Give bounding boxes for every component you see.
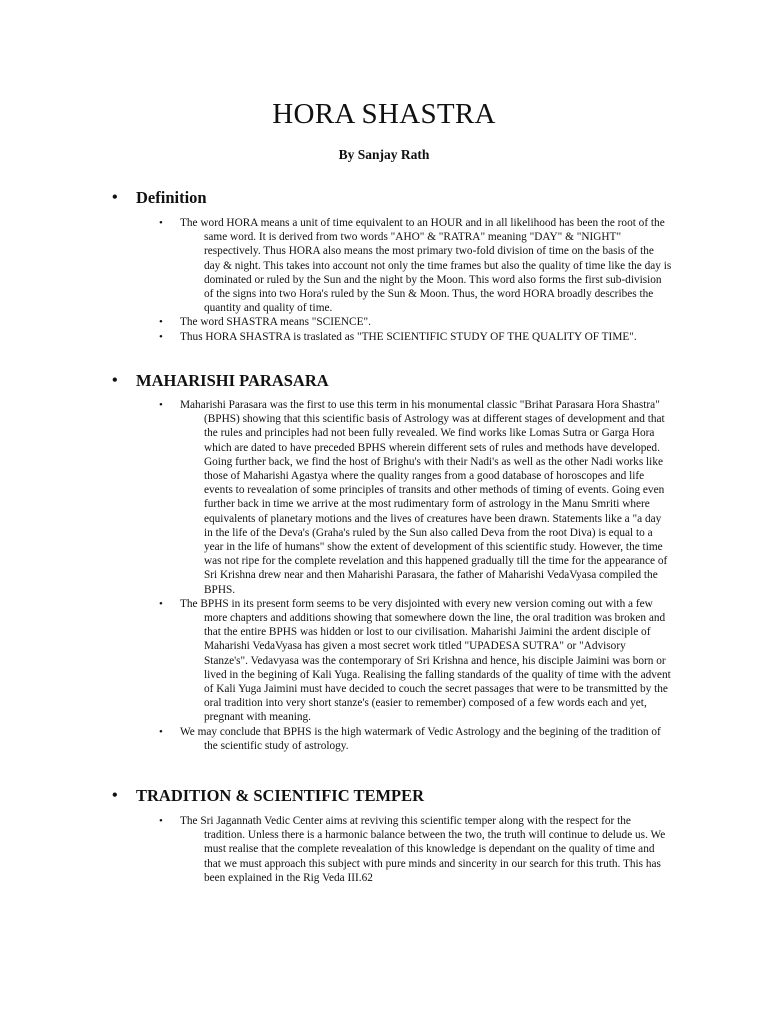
list-item xyxy=(112,398,672,597)
list-item-text: Thus HORA SHASTRA is traslated as "THE SCIENTIFIC STUDY OF THE QUALITY OF TIME". xyxy=(180,330,637,343)
list-item xyxy=(112,330,672,344)
bullet-icon: • xyxy=(159,330,163,343)
author-byline: By Sanjay Rath xyxy=(338,147,430,162)
page-title: HORA SHASTRA xyxy=(272,98,496,130)
bullet-icon: • xyxy=(159,725,163,738)
section-tradition-scientific-temper xyxy=(112,786,672,885)
bullet-icon: • xyxy=(159,316,163,329)
list-item-text: Maharishi Parasara was the first to use this term in his monumental classic "Brihat Parasara Hora Shastra" (BPHS) showing that this scientific basis of Astrology was at different stages of development and that the rules and principles had not been fully revealed. We find works like Lomas Sutra or Garga Hora which are dated to have preceded BPHS wherein different sets of rules and methods have developed. Going further back, we find the host of Brighu's with their Nadi's as well as the other Nadi works like those of Maharishi Agastya where the quality ranges from a good database of horoscopes and life events to revealation of some principles of transits and other methods of timing of events. Going even further back in time we arrive at the most rudimentary form of astrology in the Manu Smriti where equivalents of planetary motions and the lives of creatures have been drawn. Statements like a "a day in the life of the Deva's (Graha's ruled by the Sun also called Deva from the root Diva) is equal to a year in the life of humans" show the extent of development of this scientific study. However, the time was not ripe for the complete revelation and this happened gradually till the time for the appearance of Sri Krishna drew near and then Maharishi Parasara, the father of Maharishi VedaVyasa compiled the BPHS. xyxy=(180,399,668,596)
section-definition xyxy=(112,188,672,344)
section-maharishi-parasara xyxy=(112,371,672,753)
list-item-text: The word SHASTRA means "SCIENCE". xyxy=(180,316,371,329)
list-item-text: The word HORA means a unit of time equivalent to an HOUR and in all likelihood has been the root of the same word. It is derived from two words "AHO" & "RATRA" meaning "DAY" & "NIGHT" respectively. Thus HORA also means the most primary two-fold division of time on the basis of the day & night. This takes into account not only the time frames but also the quality of time like the day is dominated or ruled by the Sun and the night by the Moon. This word also forms the first sub-division of the signs into two Hora's ruled by the Sun & Moon. Thus, the word HORA broadly describes the quantity and quality of time. xyxy=(180,217,672,315)
bullet-icon: • xyxy=(159,815,163,827)
list-item-text: The Sri Jagannath Vedic Center aims at reviving this scientific temper along with the respect for the tradition. Unless there is a harmonic balance between the two, the truth will continue to delude us. We must realise that the complete revealation of this knowledge is dependant on the quality of time and that we must approach this subject with pure minds and sincerity in our search for this truth. This has been explained in the Rig Veda III.62 xyxy=(180,815,666,884)
bullet-list xyxy=(112,814,672,885)
section-heading xyxy=(112,188,672,208)
list-item xyxy=(112,814,672,885)
section-heading-text: Definition xyxy=(136,188,207,207)
list-item-text: The BPHS in its present form seems to be very disjointed with every new version coming out with a few more chapters and additions showing that somewhere down the line, the oral tradition was broken and that the entire BPHS was hidden or lost to our civilisation. Maharishi Jaimini the ardent disciple of Maharishi VedaVyasa has given a most secret work titled "UPADESA SUTRA" or "Advisory Stanze's". Vedavyasa was the contemporary of Sri Krishna and hence, his disciple Jaimini was born or lived in the begining of Kali Yuga. Realising the falling standards of the quality of time with the advent of Kali Yuga Jaimini must have decided to couch the secret passages that were to be transmitted by the oral tradition into very short stanze's (easier to remember) composed of a few words each and yet, pregnant with meaning. xyxy=(180,597,671,724)
list-item-text: We may conclude that BPHS is the high watermark of Vedic Astrology and the begining of the tradition of the scientific study of astrology. xyxy=(180,725,661,752)
section-heading xyxy=(112,371,672,391)
bullet-icon: • xyxy=(159,217,163,229)
section-heading-text: MAHARISHI PARASARA xyxy=(136,371,329,390)
list-item xyxy=(112,597,672,725)
bullet-list xyxy=(112,216,672,344)
list-item xyxy=(112,725,672,753)
bullet-icon: • xyxy=(112,787,118,804)
bullet-icon: • xyxy=(159,399,163,411)
list-item xyxy=(112,315,672,329)
bullet-icon: • xyxy=(112,372,118,389)
section-heading xyxy=(112,786,672,806)
section-heading-text: TRADITION & SCIENTIFIC TEMPER xyxy=(136,786,425,805)
bullet-icon: • xyxy=(112,189,118,206)
bullet-list xyxy=(112,398,672,753)
list-item xyxy=(112,216,672,315)
bullet-icon: • xyxy=(159,597,163,610)
